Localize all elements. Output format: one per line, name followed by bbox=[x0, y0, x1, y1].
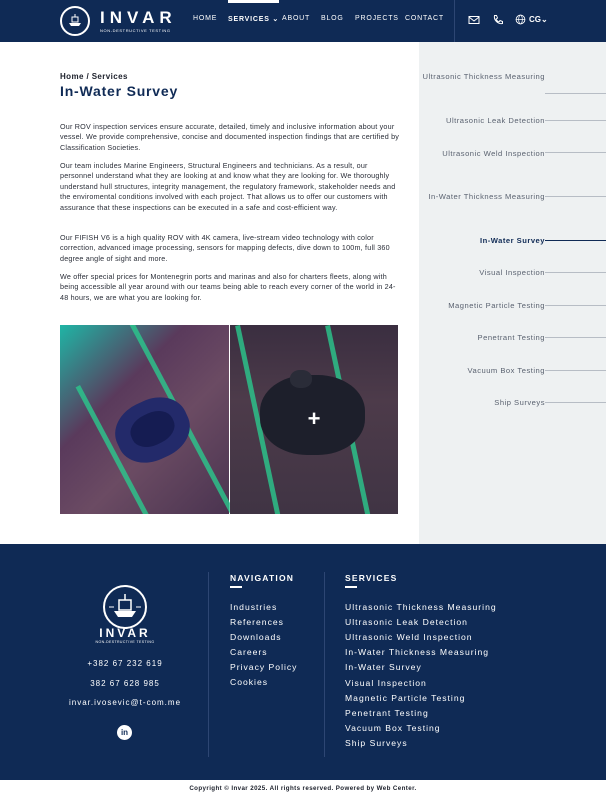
footer-link-industries[interactable]: Industries bbox=[230, 602, 278, 612]
footer-service-link[interactable]: Visual Inspection bbox=[345, 678, 427, 688]
footer-service-link[interactable]: In-Water Thickness Measuring bbox=[345, 647, 490, 657]
nav-about[interactable]: ABOUT bbox=[282, 15, 311, 22]
sidebar-divider bbox=[545, 93, 606, 94]
footer-service-link[interactable]: Penetrant Testing bbox=[345, 708, 429, 718]
mail-icon[interactable] bbox=[467, 14, 481, 28]
footer-service-link[interactable]: Ultrasonic Leak Detection bbox=[345, 617, 468, 627]
footer-service-link[interactable]: In-Water Survey bbox=[345, 662, 422, 672]
rov-photo-left[interactable] bbox=[60, 325, 229, 514]
logo-brand-text: INVAR bbox=[100, 8, 177, 27]
footer-link-careers[interactable]: Careers bbox=[230, 647, 268, 657]
footer-tagline: NON-DESTRUCTIVE TESTING bbox=[95, 640, 155, 644]
team-paragraph: Our team includes Marine Engineers, Structural Engineers and technicians. As a result, our personnel understand what they are looking at and know what they are looking for. We thoroughly understand hull structures, integrity management, the regulatory framework, stakeholder needs and the enviromental conditions involved with each project. That allows us to offer our customers with assurance that these inspections can be executed in a safe and cost-efficient way. bbox=[60, 161, 396, 212]
phone-icon[interactable] bbox=[491, 14, 505, 28]
sidebar-divider bbox=[545, 305, 606, 306]
footer-service-link[interactable]: Ship Surveys bbox=[345, 738, 408, 748]
sidebar-divider bbox=[545, 402, 606, 403]
page-title: In-Water Survey bbox=[60, 83, 179, 99]
sidebar-item-ultrasonic-weld[interactable]: Ultrasonic Weld Inspection bbox=[442, 149, 545, 158]
footer-service-link[interactable]: Ultrasonic Weld Inspection bbox=[345, 632, 473, 642]
sidebar-item-in-water-thickness[interactable]: In-Water Thickness Measuring bbox=[428, 192, 545, 201]
footer-link-references[interactable]: References bbox=[230, 617, 284, 627]
pricing-paragraph: We offer special prices for Montenegrin ports and marinas and also for charters fleets, along with being accessible all year around with our teams being able to reach every corner of the world in 24-48 hours, we are what you are looking for. bbox=[60, 272, 396, 302]
breadcrumb[interactable]: Home / Services bbox=[60, 72, 128, 81]
sidebar-item-ship-surveys[interactable]: Ship Surveys bbox=[494, 398, 545, 407]
sidebar-item-penetrant-testing[interactable]: Penetrant Testing bbox=[477, 333, 545, 342]
sidebar-divider bbox=[545, 120, 606, 121]
footer-service-link[interactable]: Magnetic Particle Testing bbox=[345, 693, 466, 703]
footer-link-cookies[interactable]: Cookies bbox=[230, 677, 269, 687]
footer-brand-text: INVAR bbox=[99, 626, 151, 640]
sidebar-item-vacuum-box[interactable]: Vacuum Box Testing bbox=[467, 366, 545, 375]
footer-link-downloads[interactable]: Downloads bbox=[230, 632, 282, 642]
sidebar-divider bbox=[545, 370, 606, 371]
invar-logo[interactable] bbox=[60, 6, 177, 36]
logo-emblem-icon bbox=[60, 6, 90, 36]
rov-photo-gallery[interactable] bbox=[60, 325, 398, 514]
footer-navigation-heading: NAVIGATION bbox=[230, 573, 295, 583]
logo-tagline: NON-DESTRUCTIVE TESTING bbox=[100, 28, 171, 33]
sidebar-item-in-water-survey[interactable]: In-Water Survey bbox=[479, 236, 545, 245]
expand-plus-icon[interactable]: + bbox=[307, 406, 321, 431]
globe-icon[interactable] bbox=[513, 14, 527, 28]
copyright-notice: Copyright © Invar 2025. All rights reserved. Powered by Web Center. bbox=[0, 780, 606, 797]
header-divider bbox=[454, 0, 455, 42]
nav-services[interactable]: SERVICES ⌄ bbox=[228, 16, 280, 23]
nav-blog[interactable]: BLOG bbox=[321, 15, 344, 22]
nav-projects[interactable]: PROJECTS bbox=[355, 15, 399, 22]
sidebar-divider bbox=[545, 152, 606, 153]
sidebar-divider bbox=[545, 272, 606, 273]
footer-email[interactable]: invar.ivosevic@t-com.me bbox=[68, 698, 182, 707]
nav-home[interactable]: HOME bbox=[193, 15, 218, 22]
nav-contact[interactable]: CONTACT bbox=[405, 15, 444, 22]
footer-logo-emblem-icon[interactable] bbox=[103, 585, 147, 629]
sidebar-item-ultrasonic-leak[interactable]: Ultrasonic Leak Detection bbox=[445, 116, 545, 125]
language-selector[interactable]: CG⌄ bbox=[529, 15, 548, 24]
rov-device-top bbox=[290, 370, 312, 388]
sidebar-item-magnetic-particle[interactable]: Magnetic Particle Testing bbox=[448, 301, 545, 310]
footer-phone-2[interactable]: 382 67 628 985 bbox=[90, 679, 160, 688]
equipment-paragraph: Our FIFISH V6 is a high quality ROV with 4K camera, live-stream video technology with color correction, advanced image processing, sensors for mapping defects, dive down to 100m, full 360 degree angle of sight and more. bbox=[60, 233, 390, 263]
sidebar-divider-active bbox=[545, 240, 606, 241]
footer-service-link[interactable]: Ultrasonic Thickness Measuring bbox=[345, 602, 497, 612]
footer-phone-1[interactable]: +382 67 232 619 bbox=[87, 659, 163, 668]
footer-link-privacy-policy[interactable]: Privacy Policy bbox=[230, 662, 298, 672]
sidebar-item-visual-inspection[interactable]: Visual Inspection bbox=[479, 268, 545, 277]
footer-divider bbox=[208, 572, 209, 757]
footer-service-link[interactable]: Vacuum Box Testing bbox=[345, 723, 441, 733]
intro-paragraph: Our ROV inspection services ensure accurate, detailed, timely and inclusive information about your vessel. We provide comprehensive, concise and documented inspection findings that are certified by Classification Societies. bbox=[60, 122, 400, 152]
sidebar-item-ultrasonic-thickness[interactable]: Ultrasonic Thickness Measuring bbox=[422, 72, 545, 81]
footer-services-heading: SERVICES bbox=[345, 573, 398, 583]
top-navigation-bar bbox=[0, 0, 606, 42]
footer-divider bbox=[324, 572, 325, 757]
sidebar-divider bbox=[545, 196, 606, 197]
linkedin-icon[interactable]: in bbox=[117, 725, 132, 740]
sidebar-divider bbox=[545, 337, 606, 338]
